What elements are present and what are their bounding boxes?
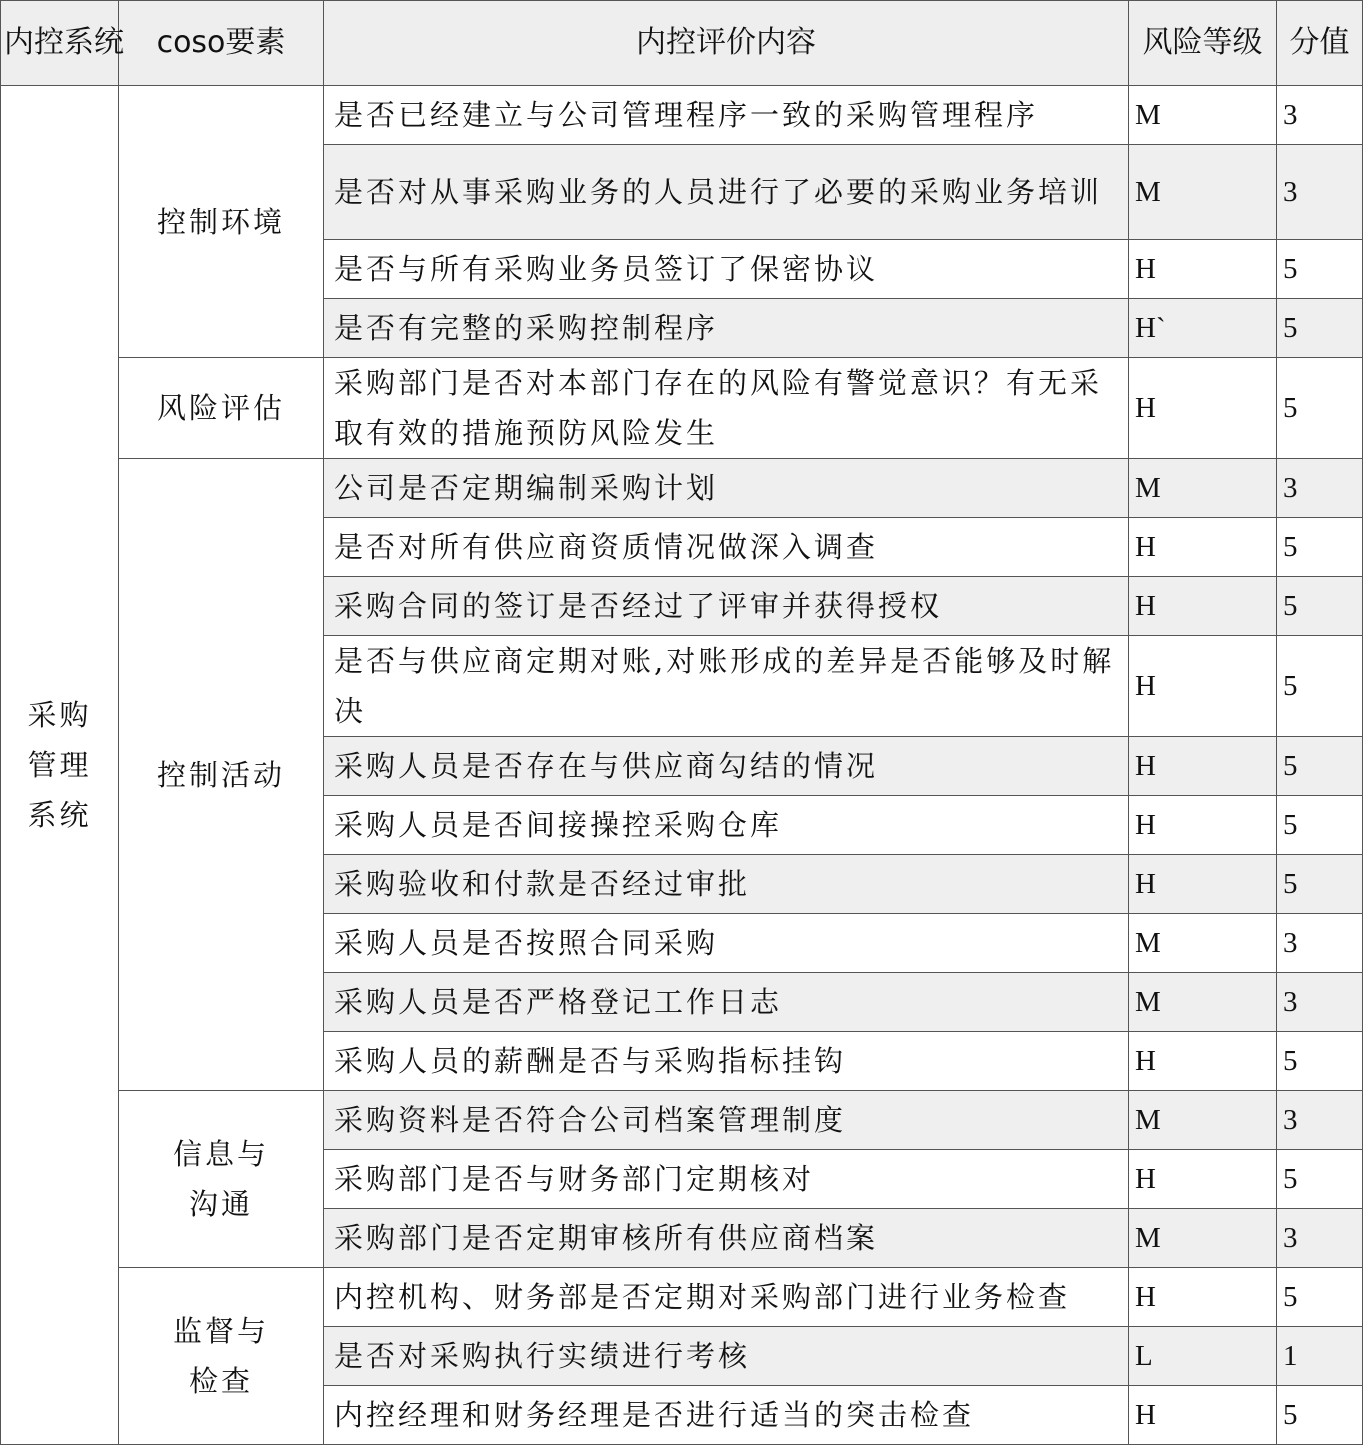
table-row (1, 459, 1363, 518)
content-cell: 采购合同的签订是否经过了评审并获得授权 (324, 577, 1129, 636)
risk-level-cell: L (1129, 1327, 1277, 1386)
risk-level-cell: H (1129, 358, 1277, 459)
table-row (1, 86, 1363, 145)
risk-level-cell: M (1129, 459, 1277, 518)
coso-element-cell: 监督与检查 (119, 1268, 324, 1445)
score-cell: 5 (1277, 737, 1363, 796)
risk-level-cell: H (1129, 737, 1277, 796)
score-cell: 5 (1277, 1386, 1363, 1445)
table-row (1, 1091, 1363, 1150)
score-cell: 3 (1277, 145, 1363, 240)
header-content: 内控评价内容 (324, 1, 1129, 86)
content-cell: 是否与所有采购业务员签订了保密协议 (324, 240, 1129, 299)
score-cell: 3 (1277, 1091, 1363, 1150)
risk-level-cell: H` (1129, 299, 1277, 358)
content-cell: 采购人员是否严格登记工作日志 (324, 973, 1129, 1032)
content-cell: 公司是否定期编制采购计划 (324, 459, 1129, 518)
coso-element-cell: 信息与沟通 (119, 1091, 324, 1268)
score-cell: 5 (1277, 796, 1363, 855)
score-cell: 5 (1277, 636, 1363, 737)
content-cell: 采购人员的薪酬是否与采购指标挂钩 (324, 1032, 1129, 1091)
score-cell: 5 (1277, 240, 1363, 299)
content-cell: 采购人员是否存在与供应商勾结的情况 (324, 737, 1129, 796)
coso-element-cell: 控制活动 (119, 459, 324, 1091)
content-cell: 采购人员是否间接操控采购仓库 (324, 796, 1129, 855)
header-row (1, 1, 1363, 86)
risk-level-cell: H (1129, 1032, 1277, 1091)
risk-level-cell: H (1129, 636, 1277, 737)
risk-level-cell: H (1129, 855, 1277, 914)
score-cell: 5 (1277, 1032, 1363, 1091)
content-cell: 采购部门是否定期审核所有供应商档案 (324, 1209, 1129, 1268)
risk-level-cell: M (1129, 145, 1277, 240)
content-cell: 采购资料是否符合公司档案管理制度 (324, 1091, 1129, 1150)
coso-element-cell: 控制环境 (119, 86, 324, 358)
score-cell: 3 (1277, 914, 1363, 973)
content-cell: 是否与供应商定期对账,对账形成的差异是否能够及时解决 (324, 636, 1129, 737)
risk-level-cell: H (1129, 1268, 1277, 1327)
system-cell: 采购管理系统 (1, 86, 119, 1445)
content-cell: 内控经理和财务经理是否进行适当的突击检查 (324, 1386, 1129, 1445)
table-row (1, 1268, 1363, 1327)
content-cell: 采购验收和付款是否经过审批 (324, 855, 1129, 914)
risk-level-cell: H (1129, 1386, 1277, 1445)
score-cell: 3 (1277, 973, 1363, 1032)
risk-level-cell: M (1129, 914, 1277, 973)
risk-level-cell: M (1129, 1209, 1277, 1268)
score-cell: 5 (1277, 299, 1363, 358)
content-cell: 是否对采购执行实绩进行考核 (324, 1327, 1129, 1386)
risk-level-cell: H (1129, 240, 1277, 299)
risk-level-cell: H (1129, 577, 1277, 636)
score-cell: 5 (1277, 1268, 1363, 1327)
content-cell: 采购部门是否与财务部门定期核对 (324, 1150, 1129, 1209)
content-cell: 是否有完整的采购控制程序 (324, 299, 1129, 358)
score-cell: 5 (1277, 1150, 1363, 1209)
table-row (1, 358, 1363, 459)
score-cell: 5 (1277, 577, 1363, 636)
header-coso: coso要素 (119, 1, 324, 86)
risk-level-cell: H (1129, 1150, 1277, 1209)
content-cell: 采购部门是否对本部门存在的风险有警觉意识？有无采取有效的措施预防风险发生 (324, 358, 1129, 459)
score-cell: 5 (1277, 358, 1363, 459)
risk-level-cell: M (1129, 1091, 1277, 1150)
score-cell: 5 (1277, 518, 1363, 577)
content-cell: 是否已经建立与公司管理程序一致的采购管理程序 (324, 86, 1129, 145)
score-cell: 3 (1277, 86, 1363, 145)
score-cell: 1 (1277, 1327, 1363, 1386)
risk-level-cell: M (1129, 973, 1277, 1032)
header-system: 内控系统 (1, 1, 119, 86)
content-cell: 是否对所有供应商资质情况做深入调查 (324, 518, 1129, 577)
content-cell: 是否对从事采购业务的人员进行了必要的采购业务培训 (324, 145, 1129, 240)
header-score: 分值 (1277, 1, 1363, 86)
risk-level-cell: M (1129, 86, 1277, 145)
content-cell: 内控机构、财务部是否定期对采购部门进行业务检查 (324, 1268, 1129, 1327)
score-cell: 3 (1277, 459, 1363, 518)
score-cell: 5 (1277, 855, 1363, 914)
score-cell: 3 (1277, 1209, 1363, 1268)
risk-level-cell: H (1129, 518, 1277, 577)
risk-level-cell: H (1129, 796, 1277, 855)
coso-element-cell: 风险评估 (119, 358, 324, 459)
header-risk-level: 风险等级 (1129, 1, 1277, 86)
content-cell: 采购人员是否按照合同采购 (324, 914, 1129, 973)
